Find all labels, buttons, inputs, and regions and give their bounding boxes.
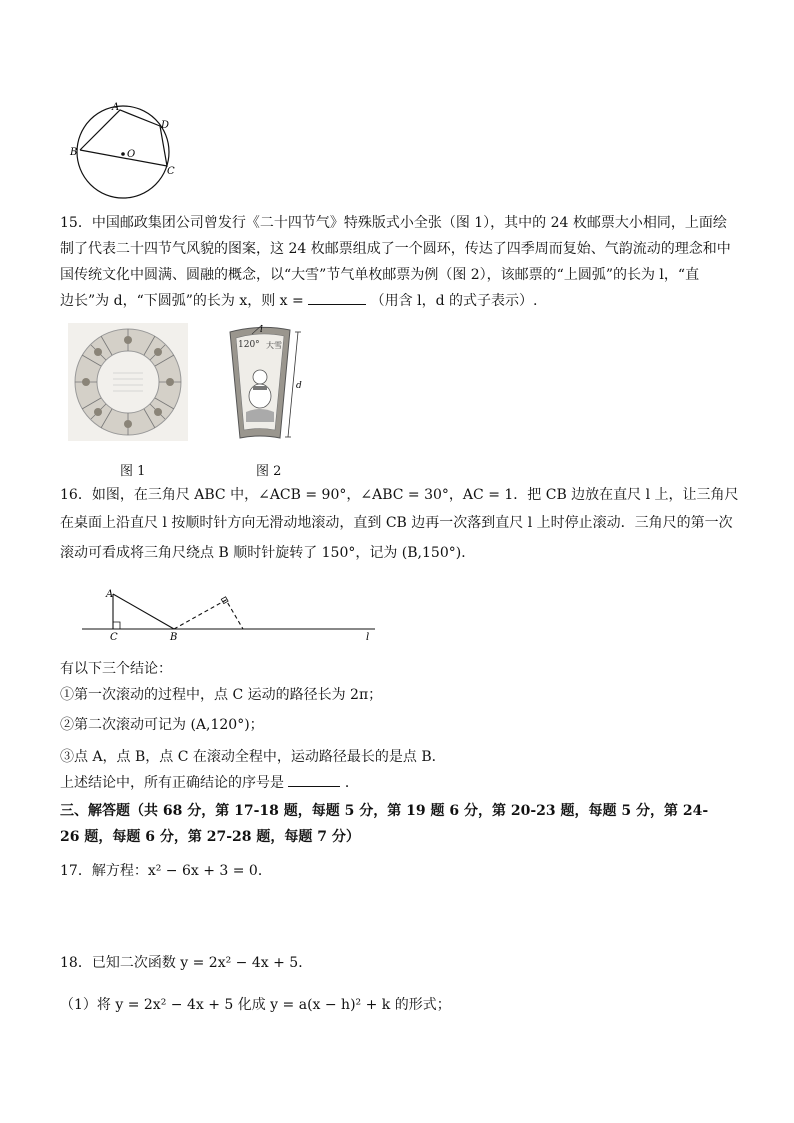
q16-conclusion-1: ①第一次滚动的过程中，点 C 运动的路径长为 2π；: [60, 687, 383, 703]
q18-part1: （1）将 y = 2x² − 4x + 5 化成 y = a(x − h)² + k 的形式；: [60, 997, 451, 1013]
label-B: B: [170, 632, 178, 643]
q16-ask-a: 上述结论中，所有正确结论的序号是: [60, 775, 284, 791]
q18-text: 18．已知二次函数 y = 2x² − 4x + 5．: [60, 955, 313, 971]
label-B: B: [70, 147, 78, 158]
stamp-label-l: l: [260, 325, 263, 335]
stamp-value-text: 120°: [238, 340, 260, 350]
q15-line1: 15．中国邮政集团公司曾发行《二十四节气》特殊版式小全张（图 1），其中的 24 枚邮票大小相同，上面绘: [60, 215, 727, 231]
section-3-header-line1: 三、解答题（共 68 分，第 17-18 题，每题 5 分，第 19 题 6 分，第 20-23 题，每题 5 分，第 24-: [60, 803, 709, 819]
q16-line2: 在桌面上沿直尺 l 按顺时针方向无滑动地滚动，直到 CB 边再一次落到直尺 l 上时停止滚动．三角尺的第一次: [60, 515, 733, 531]
q16-conclusion-3: ③点 A，点 B，点 C 在滚动全程中，运动路径最长的是点 B．: [60, 749, 446, 765]
q15-line4-a: 边长”为 d，“下圆弧”的长为 x，则 x =: [60, 293, 304, 309]
q17-text: 17．解方程：x² − 6x + 3 = 0．: [60, 863, 272, 879]
label-C: C: [167, 166, 175, 177]
q16-conclusion-2: ②第二次滚动可记为 (A,120°)；: [60, 717, 264, 733]
q15-line4: [60, 290, 740, 312]
label-C: C: [110, 632, 118, 643]
triangle-rolling-figure: [60, 582, 400, 644]
stamp-ring-figure: [68, 323, 188, 441]
caption-figure-2: 图 2: [256, 464, 282, 479]
label-D: D: [161, 120, 170, 131]
stamp-label-d: d: [296, 381, 302, 391]
label-O: O: [127, 149, 136, 160]
label-A: A: [106, 589, 114, 600]
q15-line4-b: （用含 l，d 的式子表示）.: [370, 293, 538, 309]
q15-line3: 国传统文化中圆满、圆融的概念，以“大雪”节气单枚邮票为例（图 2），该邮票的“上圆弧”的长为 l，“直: [60, 267, 700, 283]
q16-intro: 有以下三个结论：: [60, 661, 172, 677]
q16-ask: [60, 772, 740, 794]
q16-ask-b: ．: [344, 775, 359, 791]
q15-line2: 制了代表二十四节气风貌的图案，这 24 枚邮票组成了一个圆环，传达了四季周而复始、气韵流动的理念和中: [60, 241, 731, 257]
caption-figure-1: 图 1: [120, 464, 146, 479]
stamp-name-text: 大雪: [266, 341, 282, 350]
answer-blank-16[interactable]: [288, 772, 340, 787]
label-l: l: [366, 632, 370, 643]
circle-figure: [60, 98, 190, 203]
section-3-header-line2: 26 题，每题 6 分，第 27-28 题，每题 7 分）: [60, 829, 360, 845]
answer-blank-15[interactable]: [308, 290, 366, 305]
q16-line1: 16．如图，在三角尺 ABC 中，∠ACB = 90°，∠ABC = 30°，AC = 1．把 CB 边放在直尺 l 上，让三角尺: [60, 487, 739, 503]
q16-line3: 滚动可看成将三角尺绕点 B 顺时针旋转了 150°，记为 (B,150°)．: [60, 545, 476, 561]
stamp-figure: [222, 322, 312, 444]
label-A: A: [112, 102, 120, 113]
